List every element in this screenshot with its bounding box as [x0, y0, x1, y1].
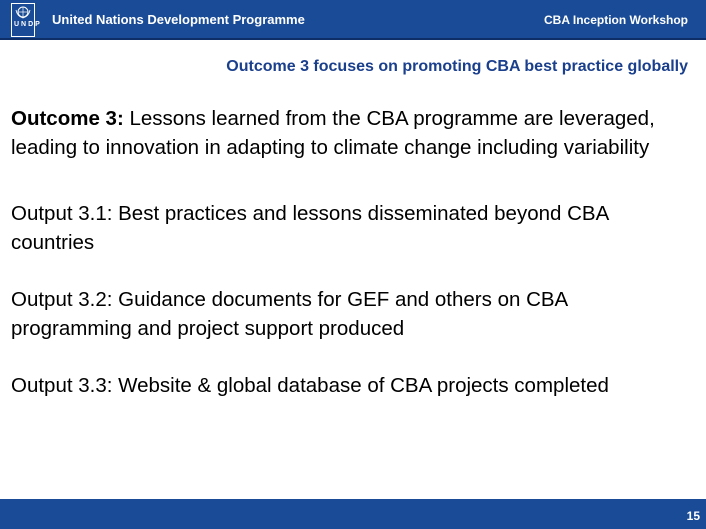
slide-subtitle: Outcome 3 focuses on promoting CBA best practice globally: [226, 58, 688, 75]
org-name: United Nations Development Programme: [52, 12, 305, 27]
slide-body: [11, 104, 691, 400]
footer-bar: [0, 499, 706, 529]
outcome-text: Lessons learned from the CBA programme are leveraged, leading to innovation in adapting to climate change including variability: [11, 107, 655, 159]
un-emblem-icon: [15, 6, 31, 19]
logo-letters: UNDP: [14, 21, 42, 28]
outcome-paragraph: [11, 104, 691, 162]
page-number: 15: [686, 509, 700, 523]
outcome-label: Outcome 3:: [11, 107, 124, 130]
output-3-2: Output 3.2: Guidance documents for GEF and others on CBA programming and project support produced: [11, 288, 568, 340]
undp-logo: [11, 3, 42, 37]
output-3-1: Output 3.1: Best practices and lessons disseminated beyond CBA countries: [11, 202, 609, 254]
output-3-3: Output 3.3: Website & global database of CBA projects completed: [11, 374, 609, 397]
workshop-title: CBA Inception Workshop: [544, 13, 688, 27]
header-bar: [0, 0, 706, 40]
